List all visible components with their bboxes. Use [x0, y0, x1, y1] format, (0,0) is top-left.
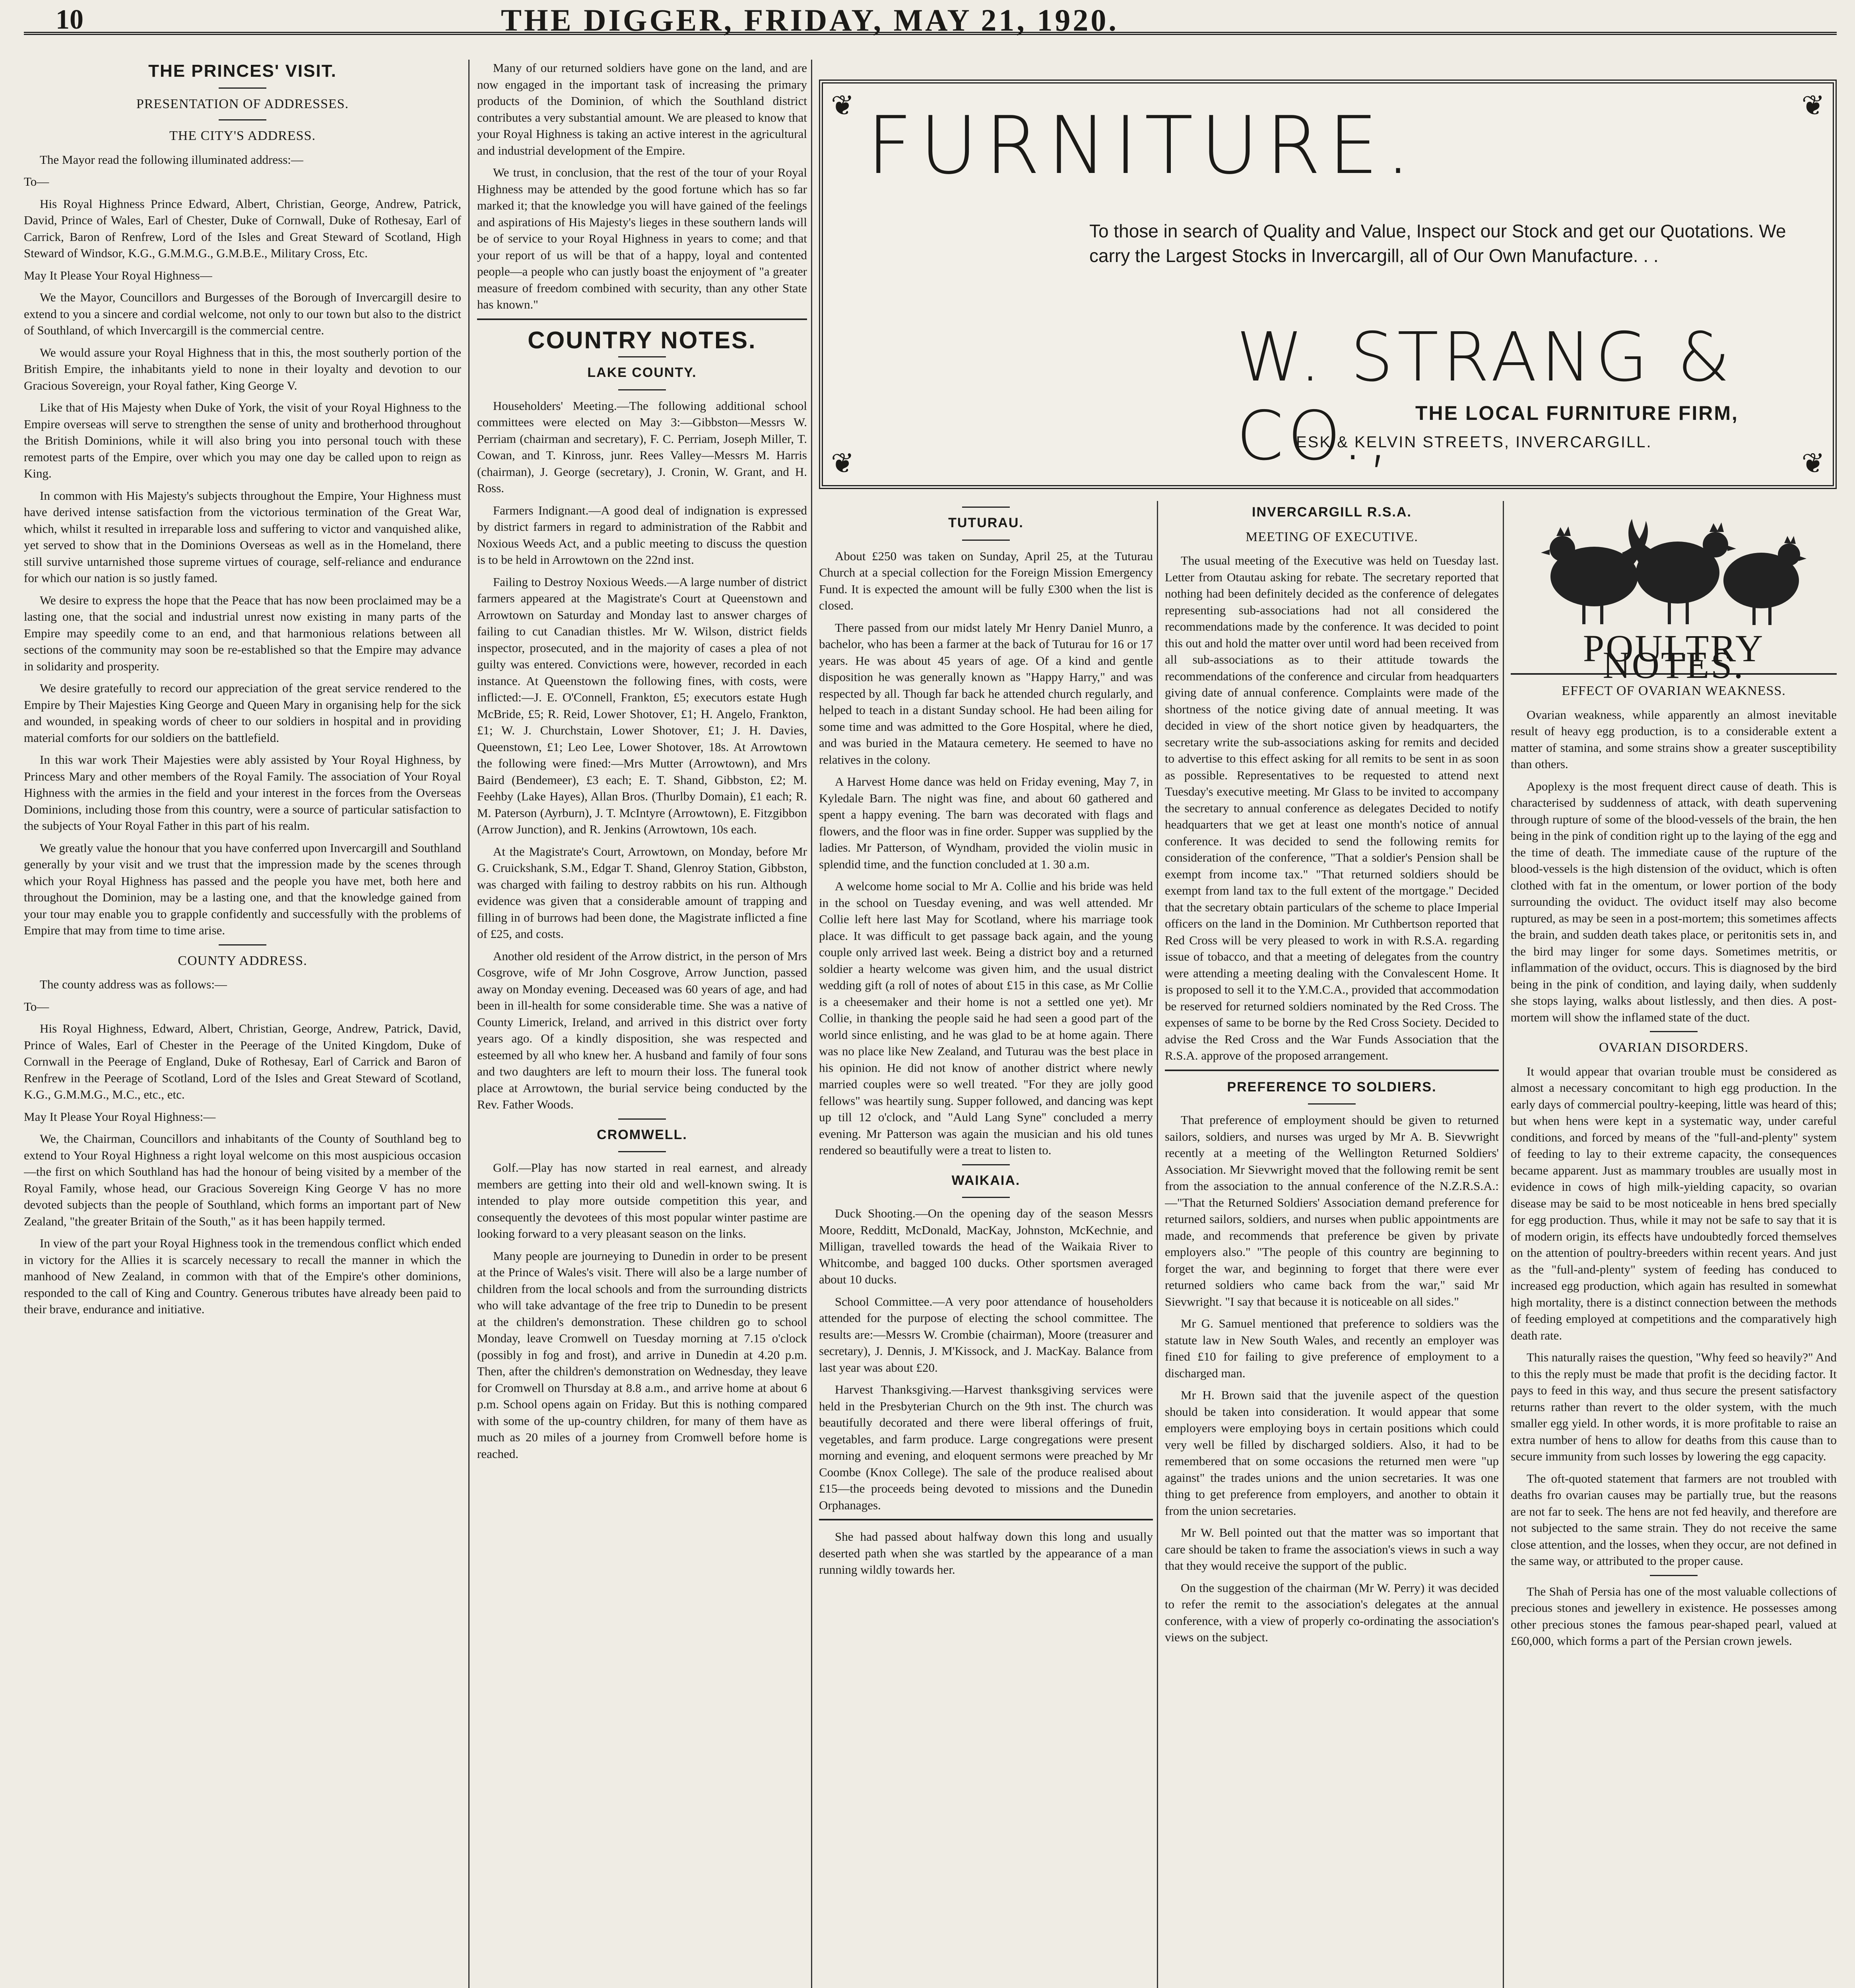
- divider: [962, 1164, 1010, 1165]
- paragraph: May It Please Your Royal Highness—: [24, 268, 212, 282]
- paragraph: The county address was as follows:—: [40, 977, 227, 991]
- paragraph: Harvest Thanksgiving.—Harvest thanksgiving services were held in the Presbyterian Church on the 9th inst. The church was beautifully decorated and there were liberal offerings of fruit, vegetables, and farm produce. Large congregations were present morning and evening, and eloquent sermons were preached by Mr Coombe (Knox College). The sale of the produce realised about £15—the proceeds being devoted to missions and the Dunedin Orphanages.: [819, 1382, 1153, 1512]
- column-1: [24, 60, 461, 1988]
- divider: [819, 1519, 1153, 1520]
- paragraph: Failing to Destroy Noxious Weeds.—A large number of district farmers appeared at the Magistrate's Court at Queenstown and Arrowtown on Saturday and Monday last to answer charges of failing to cut Canadian thistles. Mr W. Wilson, district fields inspector, prosecuted, and in the majority of cases a plea of not guilty was entered. Convictions were, however, recorded in each instance. At Queenstown the following fines, with costs, were inflicted:—J. E. O'Connell, Frankton, £5; executors estate Hugh McBride, £5; R. Reid, Lower Shotover, £1; H. Angelo, Frankton, £1; W. J. Churchstain, Lower Shotover, £1; J. H. Davies, Queenstown, £1; Leo Lee, Lower Shotover, 18s. At Arrowtown the following were fined:—Mrs Mutter (Arrowtown), and Mrs Baird (Bendemeer), £3 each; E. T. Shand, Gibbston, £2; M. Feehby (Lake Hayes), Allan Bros. (Thurlby Domain), £1 each; R. M. Paterson (Ayrburn), J. T. McIntyre (Arrowtown), E. Fitzgibbon (Arrow Junction), and R. Jenkins (Arrowtown, 10s each.: [477, 575, 807, 836]
- paragraph: May It Please Your Royal Highness:—: [24, 1109, 216, 1124]
- section-heading: INVERCARGILL R.S.A.: [1252, 505, 1412, 520]
- divider: [618, 1151, 666, 1152]
- paragraph: Farmers Indignant.—A good deal of indignation is expressed by district farmers in regard to administration of the Rabbit and Noxious Weeds Act, and a public meeting to discuss the question is to be held in Arrowtown on the 22nd inst.: [477, 503, 807, 567]
- column-3: [819, 501, 1153, 1988]
- section-subheading: OVARIAN DISORDERS.: [1599, 1040, 1749, 1055]
- paragraph: To—: [24, 175, 49, 188]
- masthead-title: THE DIGGER, FRIDAY, MAY 21, 1920.: [501, 3, 1119, 37]
- paragraph: That preference of employment should be given to returned sailors, soldiers, and nurses was urged by Mr A. B. Sievwright recently at a meeting of the Wellington Returned Soldiers' Association. Mr Sievwright moved that the following remit be sent from the association to the annual conference of the N.Z.R.S.A.:—"That the Returned Soldiers' Association demand preference for returned sailors, soldiers, and nurses when public appointments are made, and recommends that preference be given by private employers also." "The people of this country are beginning to forget the war, and beginning to forget that there were ever returned soldiers who came back from the war," said Mr Sievwright. "I say that because it is noticeable on all sides.": [1165, 1113, 1499, 1309]
- paragraph: The Mayor read the following illuminated address:—: [40, 152, 303, 167]
- paragraph: Golf.—Play has now started in real earnest, and already members are getting into their old and well-known swing. It is intended to play more outside competition this year, and consequently the devotees of this most popular winter pastime are looking forward to a very pleasant season on the links.: [477, 1161, 807, 1241]
- section-subheading: EFFECT OF OVARIAN WEAKNESS.: [1562, 683, 1786, 698]
- ornament-icon: ❦: [831, 89, 854, 122]
- ornament-icon: ❦: [831, 447, 854, 480]
- column-rule: [468, 60, 470, 1988]
- divider: [1650, 1031, 1698, 1032]
- masthead: [24, 0, 1837, 35]
- ornament-icon: ❦: [1801, 447, 1825, 480]
- paragraph: The usual meeting of the Executive was held on Tuesday last. Letter from Otautau asking for rebate. The secretary reported that nothing had been definitely decided as the conference of delegates representing sub-associations had not all considered the recommendations made by the conference. It was decided to point this out and hold the matter over until word had been received from all sub-associations as to their attitude towards the recommendations of the conference and circular from headquarters giving date of annual conference. Complaints were made of the shortness of the notice giving date of annual meeting. It was decided in view of the short notice given by headquarters, the secretary write the sub-associations asking for remits and decided to advertise to this effect asking for all remits to be sent in as soon as possible. Representatives to be requested to attend next Tuesday's executive meeting. Mr Glass to be invited to accompany the secretary to annual conference as delegates Decided to notify headquarters that we get at least one month's notice of annual conference. It was decided to send the following remits for consideration of the conference, "That a soldier's Pension shall be exempt from income tax." "That returned soldiers should be exempt from land tax to the full extent of the mortgage." Decided that the secretary obtain particulars of the scheme to place Imperial officers on the land in the Dominion. Mr Cuthbertson reported that Red Cross will be very pleased to work in with R.S.A. regarding issue of tobacco, and that a meeting of delegates from the country were attending a meeting dealing with the Convalescent Home. It is proposed to sell it to the Y.M.C.A., provided that accommodation be reserved for returned soldiers nominated by the Red Cross. The expenses of same to be borne by the Red Cross Society. Decided to advise the Red Cross and the War Funds Association that the R.S.A. approve of the proposed arrangement.: [1165, 553, 1499, 1062]
- paragraph: It would appear that ovarian trouble must be considered as almost a necessary concomitant to high egg production. In the early days of commercial poultry-keeping, little was heard of this; but when hens were kept in a systematic way, under careful conditions, and forced by means of the "full-and-plenty" system of feeding to lay to their extreme capacity, the consequences became apparent. Just as mammary troubles are usually most in evidence in cows of high milk-yielding capacity, so ovarian disease may be said to be most noticeable in hens bred specially for egg production. Thus, while it may not be safe to say that it is of modern origin, its effects have undoubtedly forced themselves on the attention of poultry-breeders within recent years. And just as the "full-and-plenty" system of feeding has conduced to increased egg production, which again has resulted in somewhat high mortality, there is a distinct connection between the methods of feeding employed at competitions and the comparatively high death rate.: [1511, 1064, 1837, 1342]
- paragraph: Mr H. Brown said that the juvenile aspect of the question should be taken into consideration. It would appear that some employers were employing boys in certain positions which could very well be filled by discharged soldiers. Also, it had to be remembered that on some occasions the returned men were "up against" the trades unions and the union secretaries. It was one thing to get preference from employers, and another to obtain it from the union secretaries.: [1165, 1388, 1499, 1518]
- paragraph: Many people are journeying to Dunedin in order to be present at the Prince of Wales's visit. There will also be a large number of children from the local schools and from the surrounding districts who will take advantage of the free trip to Dunedin to be present at the children's demonstration. These children go to school Monday, leave Cromwell on Tuesday morning at 7.15 o'clock (possibly in fog and frost), and arrive in Dunedin at 4.20 p.m. Then, after the children's demonstration on Wednesday, they leave for Cromwell on Thursday at 8.8 a.m., and arrive home at about 6 p.m. School opens again on Friday. But this is nothing compared with some of the up-country children, for many of them have as much as 20 miles of a journey from Cromwell before home is reached.: [477, 1248, 807, 1461]
- page-number: 10: [56, 4, 83, 35]
- paragraph: His Royal Highness, Edward, Albert, Christian, George, Andrew, Patrick, David, Prince of Wales, Earl of Chester in the Peerage of the United Kingdom, Duke of Cornwall in the Peerage of England, Duke of Rothesay, Earl of Carrick and Baron of Renfrew in the Peerage of Scotland, Lord of the Isles and Great Steward of Scotland, K.G., G.M.M.G., M.C., etc., etc.: [24, 1021, 461, 1101]
- paragraph: At the Magistrate's Court, Arrowtown, on Monday, before Mr G. Cruickshank, S.M., Edgar T. Shand, Glenroy Station, Gibbston, was charged with failing to destroy rabbits on his run. Although evidence was given that a considerable amount of trapping and filling in of burrows had been done, the Magistrate inflicted a fine of £25, and costs.: [477, 844, 807, 941]
- section-heading: LAKE COUNTY.: [587, 365, 697, 380]
- paragraph: This naturally raises the question, "Why feed so heavily?" And to this the reply must be made that profit is the deciding factor. It pays to feed in this way, and thus secure the present satisfactory returns rather than revert to the older system, with the much smaller egg yield. In other words, it is more profitable to raise an extra number of hens to allow for deaths from this cause than to secure immunity from such losses by lowering the egg capacity.: [1511, 1350, 1837, 1463]
- paragraph: Householders' Meeting.—The following additional school committees were elected on May 3:—Gibbston—Messrs W. Perriam (chairman and secretary), F. C. Perriam, Joseph Miller, T. Cowan, and T. Kinross, junr. Rees Valley—Messrs M. Harris (chairman), J. George (secretary), J. Cronin, W. Grant, and H. Ross.: [477, 398, 807, 495]
- divider: [618, 1118, 666, 1120]
- section-heading: CROMWELL.: [597, 1127, 687, 1142]
- ad-address: ESK & KELVIN STREETS, INVERCARGILL.: [1296, 433, 1652, 451]
- paragraph: Apoplexy is the most frequent direct cause of death. This is characterised by suddenness of attack, with death supervening through rupture of some of the blood-vessels of the brain, the hen being in the pink of condition right up to the laying of the egg and the time of death. The immediate cause of the rupture of the blood-vessels is the high distension of the oviduct, which is often clothed with fat in the omentum, or lower portion of the body surrounding the oviduct. The oviduct itself may also become ruptured, as may be seen in a post-mortem; this sometimes affects the brain, and sudden death takes place, or peritonitis sets in, and the bird may linger for some days. Sometimes metritis, or inflammation of the oviduct, occurs. This is diagnosed by the bird being in the pink of condition, and laying daily, when suddenly she stops laying, walks about listlessly, and then dies. A post-mortem will show the inflamed state of the duct.: [1511, 779, 1837, 1024]
- divider: [1650, 1575, 1698, 1576]
- paragraph: School Committee.—A very poor attendance of householders attended for the purpose of electing the school committee. The results are:—Messrs W. Crombie (chairman), Moore (treasurer and secretary), J. Dennis, J. M'Kissock, and J. MacKay. Balance from last year was about £20.: [819, 1294, 1153, 1375]
- paragraph: We would assure your Royal Highness that in this, the most southerly portion of the British Empire, the inhabitants yield to none in their loyalty and devotion to our Gracious Sovereign, your Royal father, King George V.: [24, 345, 461, 392]
- paragraph: There passed from our midst lately Mr Henry Daniel Munro, a bachelor, who has been a farmer at the back of Tuturau for 16 or 17 years. He was about 45 years of age. Of a kind and gentle disposition he was generally known as "Happy Harry," and was respected by all. Though far back he attended church regularly, and helped to teach in a distant Sunday school. He had been ailing for some time and was admitted to the Gore Hospital, where he died, and was buried in the Mataura cemetery. He seemed to have no relatives in the colony.: [819, 620, 1153, 767]
- paragraph: In common with His Majesty's subjects throughout the Empire, Your Highness must have derived intense satisfaction from the victorious termination of the Great War, which, whilst it resulted in irreparable loss and suffering to victor and vanquished alike, yet served to show that in the Dominions Overseas as well as in the Homeland, there still survive untarnished those supreme virtues of courage, self-reliance and endurance for which our nation is so justly famed.: [24, 488, 461, 585]
- paragraph: The oft-quoted statement that farmers are not troubled with deaths fro ovarian causes may be partially true, but the reasons are not far to seek. The hens are not fed heavily, and therefore are not subjected to the same strain. They do not receive the same close attention, and the losses, when they occur, are not defined in the same way, or attributed to the proper cause.: [1511, 1471, 1837, 1568]
- section-subheading: MEETING OF EXECUTIVE.: [1246, 529, 1418, 544]
- column-5: [1511, 501, 1837, 1988]
- ad-headline: FURNITURE.: [867, 99, 1418, 192]
- paragraph: Duck Shooting.—On the opening day of the season Messrs Moore, Redditt, McDonald, MacKay, Johnston, McKechnie, and Milligan, travelled towards the head of the Waikaia River to Whitcombe, and bagged 100 ducks. Other sportsmen averaged about 10 ducks.: [819, 1206, 1153, 1286]
- divider: [962, 507, 1010, 508]
- paragraph: In view of the part your Royal Highness took in the tremendous conflict which ended in victory for the Allies it is scarcely necessary to recall the manner in which the manhood of New Zealand, in common with that of the Empire's other dominions, responded to the call of King and Country. Generous tributes have already been paid to their brave, endurance and initiative.: [24, 1236, 461, 1316]
- section-heading: POULTRY NOTES.: [1511, 640, 1837, 675]
- paragraph: Mr G. Samuel mentioned that preference to soldiers was the statute law in New South Wales, and recently an employer was fined £10 for failing to give preference of employment to a discharged man.: [1165, 1316, 1499, 1380]
- divider: [962, 1197, 1010, 1198]
- paragraph: The Shah of Persia has one of the most valuable collections of precious stones and jewellery in existence. He possesses among other precious stones the famous pear-shaped pearl, valued at £60,000, which forms a part of the Persian crown jewels.: [1511, 1584, 1837, 1648]
- article-heading: THE PRINCES' VISIT.: [148, 61, 337, 81]
- paragraph: We desire gratefully to record our appreciation of the great service rendered to the Empire by Their Majesties King George and Queen Mary in organising help for the sick and wounded, in speaking words of cheer to our soldiers in hospital and in providing material comforts for our soldiers on the battlefield.: [24, 681, 461, 745]
- paragraph: On the suggestion of the chairman (Mr W. Perry) it was decided to refer the remit to the association's delegates at the annual conference, with a view of properly co-ordinating the association's views on the subject.: [1165, 1580, 1499, 1644]
- divider: [219, 119, 266, 120]
- paragraph: Mr W. Bell pointed out that the matter was so important that care should be taken to frame the association's views in such a way that they would receive the support of the public.: [1165, 1526, 1499, 1573]
- divider: [477, 318, 807, 320]
- paragraph: We greatly value the honour that you have conferred upon Invercargill and Southland generally by your visit and we trust that the impression made by the scenes through which your Royal Highness has passed and the people you have met, both here and throughout the Dominion, may be a lasting one, and that the knowledge gained from your tour may enable you to grapple confidently and successfully with the problems of Empire that may from time to time arise.: [24, 841, 461, 937]
- divider: [219, 944, 266, 945]
- column-rule: [811, 60, 812, 1988]
- divider: [618, 356, 666, 357]
- paragraph: About £250 was taken on Sunday, April 25, at the Tuturau Church at a special collection for the Foreign Mission Emergency Fund. It is expected the amount will be fully £300 when the list is closed.: [819, 549, 1153, 612]
- paragraph: We, the Chairman, Councillors and inhabitants of the County of Southland beg to extend to Your Royal Highness a right loyal welcome on this most auspicious occasion—the first on which Southland has had the honour of being visited by a member of the Royal Family, whose head, our Gracious Sovereign King George V has no more devoted subjects than the people of Southland, which forms an important part of New Zealand, "the greater Britain of the South," as it has been happily termed.: [24, 1132, 461, 1228]
- paragraph: Another old resident of the Arrow district, in the person of Mrs Cosgrove, wife of Mr John Cosgrove, Arrow Junction, passed away on Monday evening. Deceased was 60 years of age, and had been in ill-health for some considerable time. She was a native of County Limerick, Ireland, and arrived in this district over forty years ago. Of a kindly disposition, she was respected and esteemed by all who knew her. A husband and family of four sons and two daughters are left to mourn their loss. The funeral took place at Arrowtown, the burial service being conducted by the Rev. Father Woods.: [477, 949, 807, 1111]
- column-4: [1165, 501, 1499, 1988]
- hens-illustration-icon: [1535, 517, 1813, 636]
- paragraph: We trust, in conclusion, that the rest of the tour of your Royal Highness may be attended by the good fortune which has so far marked it; that the knowledge you will have gained of the feelings and aspirations of His Majesty's lieges in these southern lands will be of service to your Royal Highness in years to come; and that your report of us will be that of a happy, loyal and contented people—a people who can justly boast the enjoyment of "a greater measure of freedom combined with security, than any other State has known.": [477, 165, 807, 311]
- ad-intro: To those in search of Quality and Value, Inspect our Stock and get our Quotations. We carry the Largest Stocks in Invercargill, all of Our Own Manufacture. . .: [1089, 221, 1786, 266]
- paragraph: A welcome home social to Mr A. Collie and his bride was held in the school on Tuesday evening, and was well attended. Mr Collie left here last May for Scotland, where his marriage took place. It was difficult to get passage back again, and the young couple only arrived last week. Being a district boy and a returned soldier a hearty welcome was given him, and the usual district wedding gift (a roll of notes of about £15 in this case, as Mr Collie is a cheesemaker and their home is not a settled one yet). Mr Collie, in thanking the people said he had seen a good part of the world since enlisting, and he was glad to be at home again. There was no place like New Zealand, and Tuturau was the best place in his opinion. He did not know of another district where newly married couples were so well treated. "For they are jolly good fellows" was heartily sung. Supper followed, and dancing was kept up till 12 o'clock, and "Auld Lang Syne" concluded a merry evening. Mr Patterson was again the musician and his old tunes rendered so beautifully were a treat to listen to.: [819, 879, 1153, 1157]
- section-heading: THE CITY'S ADDRESS.: [169, 128, 316, 143]
- divider: [219, 87, 266, 89]
- ad-tagline: THE LOCAL FURNITURE FIRM,: [1415, 402, 1739, 424]
- column-2: [477, 60, 807, 1988]
- column-rule: [1157, 501, 1158, 1988]
- divider: [618, 389, 666, 390]
- section-heading: COUNTRY NOTES.: [528, 326, 757, 353]
- divider: [1165, 1070, 1499, 1071]
- section-heading: COUNTY ADDRESS.: [178, 953, 307, 968]
- paragraph: Ovarian weakness, while apparently an almost inevitable result of heavy egg production, is to a considerable extent a matter of stamina, and some strains show a greater susceptibility than others.: [1511, 707, 1837, 771]
- divider: [962, 540, 1010, 541]
- paragraph: In this war work Their Majesties were ably assisted by Your Royal Highness, by Princess Mary and other members of the Royal Family. The association of Your Royal Highness with the armies in the field and your interest in the forces from the Overseas Dominions, including those from this country, were a source of particular satisfaction to the subjects of Your Royal Father in this part of his realm.: [24, 753, 461, 833]
- divider: [1308, 1103, 1356, 1105]
- furniture-advertisement: [819, 80, 1837, 489]
- paragraph: His Royal Highness Prince Edward, Albert, Christian, George, Andrew, Patrick, David, Prince of Wales, Earl of Chester, Duke of Cornwall, Duke of Rothesay, Earl of Carrick, Baron of Renfrew, Lord of the Isles and Great Steward of Scotland, High Steward of Windsor, K.G., G.M.M.G., G.M.B.E., Military Cross, Etc.: [24, 196, 461, 260]
- paragraph: To—: [24, 999, 49, 1013]
- section-heading: PREFERENCE TO SOLDIERS.: [1227, 1079, 1437, 1095]
- section-heading: WAIKAIA.: [951, 1173, 1021, 1188]
- paragraph: She had passed about halfway down this long and usually deserted path when she was startled by the appearance of a man running wildly towards her.: [819, 1530, 1153, 1576]
- paragraph: Many of our returned soldiers have gone on the land, and are now engaged in the important task of increasing the primary products of the Dominion, of which the Southland district contributes a very substantial amount. We are pleased to know that your Royal Highness is taking an active interest in the agricultural and industrial development of the Empire.: [477, 61, 807, 157]
- paragraph: Like that of His Majesty when Duke of York, the visit of your Royal Highness to the Empire overseas will serve to strengthen the sense of unity and brotherhood throughout the British Dominions, while it will also bring you into personal touch with these remotest parts of the Empire, over which you may one day be called upon to reign as King.: [24, 400, 461, 480]
- paragraph: We desire to express the hope that the Peace that has now been proclaimed may be a lasting one, that the social and industrial unrest now existing in many parts of the Empire may speedily come to an end, and that harmonious relations between all sections of the community may soon be re-established so that the Empire may advance in solidarity and prosperity.: [24, 593, 461, 673]
- paragraph: A Harvest Home dance was held on Friday evening, May 7, in Kyledale Barn. The night was fine, and about 60 gathered and spent a happy evening. The barn was decorated with flags and flowers, and the floor was in fine order. Supper was supplied by the ladies. Mr Patterson, of Wyndham, provided the violin music in splendid time, and the function concluded at 1. 30 a.m.: [819, 775, 1153, 871]
- ad-firm-name: W. STRANG & CO.,: [1236, 318, 1734, 476]
- article-subheading: PRESENTATION OF ADDRESSES.: [136, 96, 349, 111]
- paragraph: We the Mayor, Councillors and Burgesses of the Borough of Invercargill desire to extend to you a sincere and cordial welcome, not only to our town but also to the district of Southland, of which Invercargill is the commercial centre.: [24, 290, 461, 337]
- section-heading: TUTURAU.: [948, 515, 1024, 530]
- column-rule: [1503, 501, 1504, 1988]
- ornament-icon: ❦: [1801, 89, 1825, 122]
